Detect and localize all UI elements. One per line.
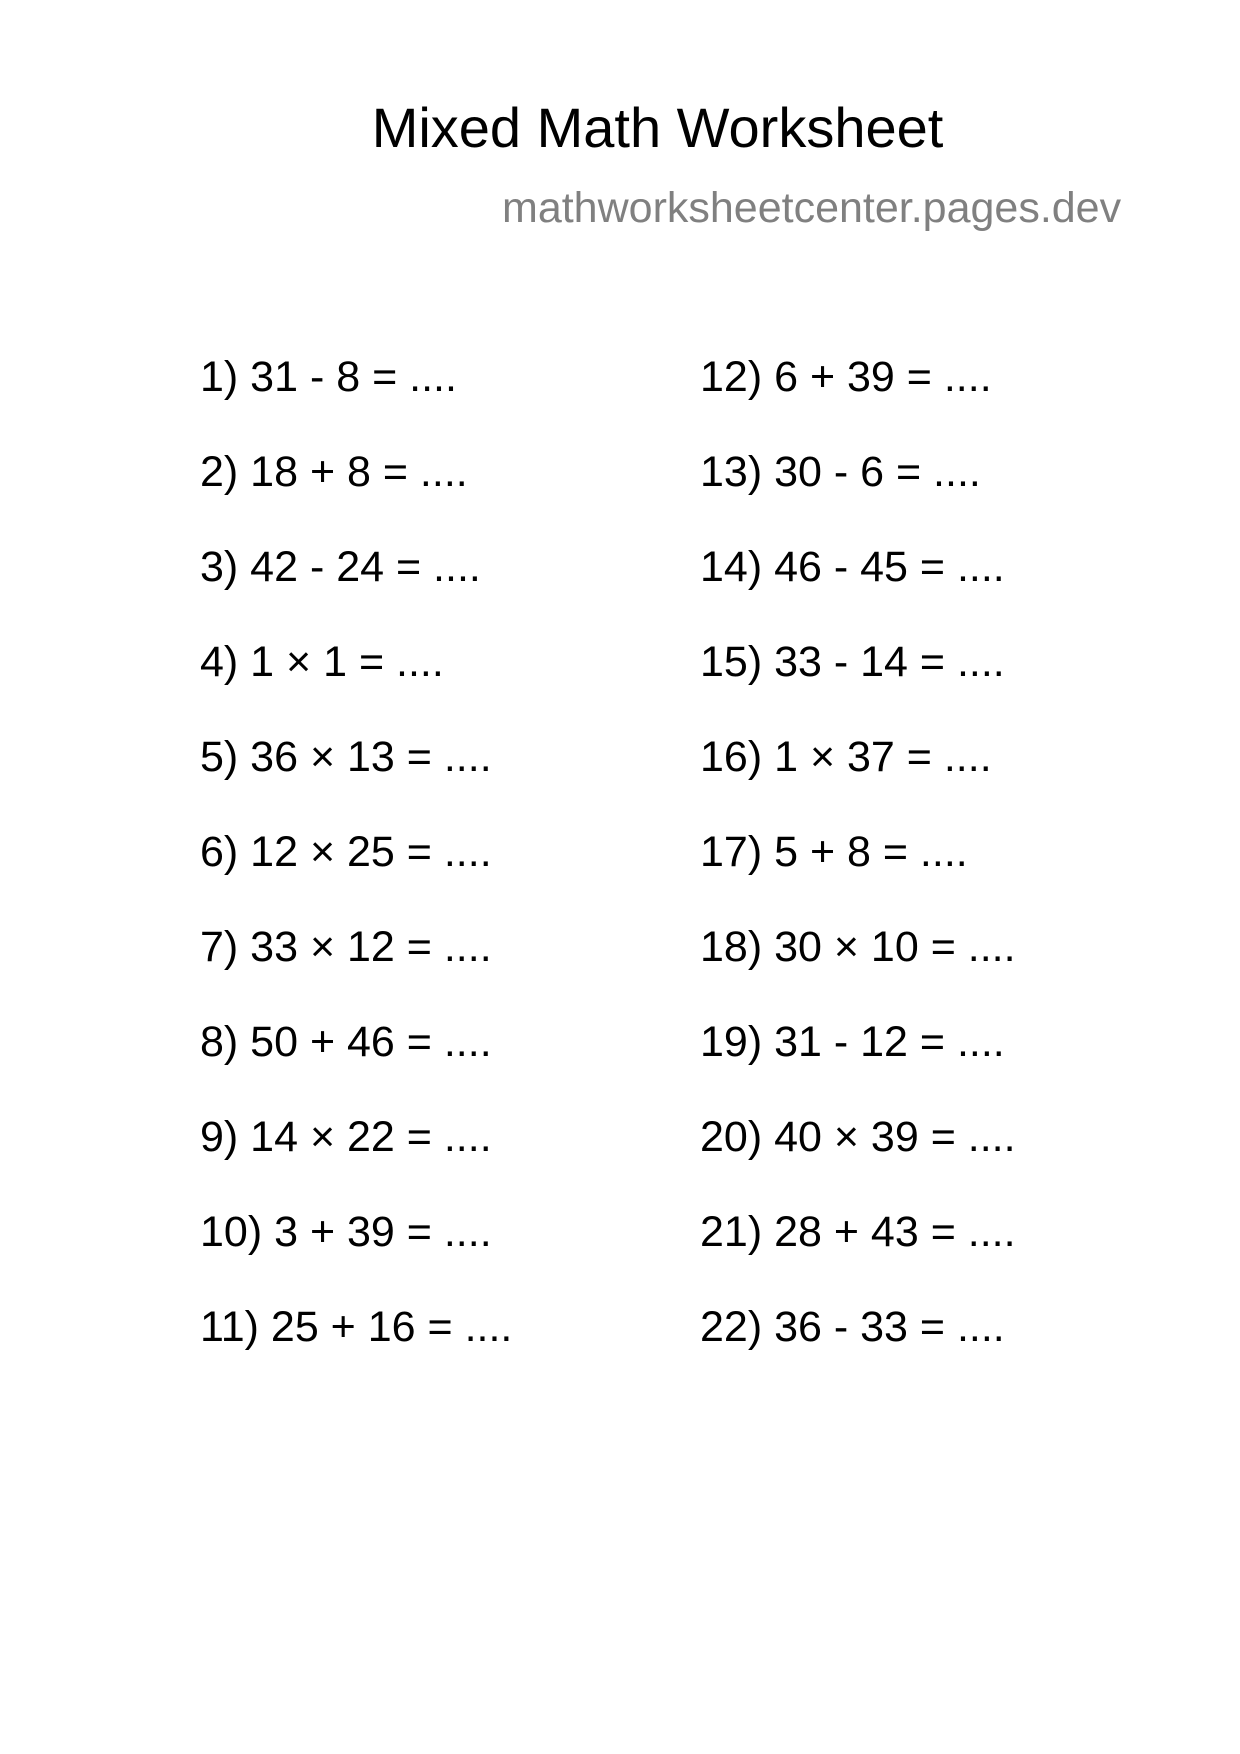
problem-item: 18) 30 × 10 = ....	[700, 923, 1016, 971]
problem-item: 17) 5 + 8 = ....	[700, 828, 968, 876]
problem-item: 5) 36 × 13 = ....	[200, 733, 492, 781]
problem-item: 4) 1 × 1 = ....	[200, 638, 444, 686]
problem-item: 7) 33 × 12 = ....	[200, 923, 492, 971]
worksheet-title: Mixed Math Worksheet	[371, 96, 944, 159]
problem-item: 3) 42 - 24 = ....	[200, 543, 481, 591]
problem-item: 21) 28 + 43 = ....	[700, 1208, 1016, 1256]
problem-item: 8) 50 + 46 = ....	[200, 1018, 492, 1066]
problem-item: 12) 6 + 39 = ....	[700, 353, 992, 401]
problem-item: 19) 31 - 12 = ....	[700, 1018, 1005, 1066]
problem-item: 16) 1 × 37 = ....	[700, 733, 992, 781]
problem-item: 15) 33 - 14 = ....	[700, 638, 1005, 686]
problem-item: 10) 3 + 39 = ....	[200, 1208, 492, 1256]
problem-item: 22) 36 - 33 = ....	[700, 1303, 1005, 1351]
problem-item: 2) 18 + 8 = ....	[200, 448, 468, 496]
problem-item: 20) 40 × 39 = ....	[700, 1113, 1016, 1161]
site-url: mathworksheetcenter.pages.dev	[502, 184, 1122, 232]
problem-item: 11) 25 + 16 = ....	[200, 1303, 513, 1351]
problem-item: 9) 14 × 22 = ....	[200, 1113, 492, 1161]
problem-column-left	[200, 352, 512, 1397]
problem-column-right	[700, 352, 1016, 1397]
problem-item: 6) 12 × 25 = ....	[200, 828, 492, 876]
problem-item: 1) 31 - 8 = ....	[200, 353, 457, 401]
problem-item: 14) 46 - 45 = ....	[700, 543, 1005, 591]
problem-item: 13) 30 - 6 = ....	[700, 448, 981, 496]
